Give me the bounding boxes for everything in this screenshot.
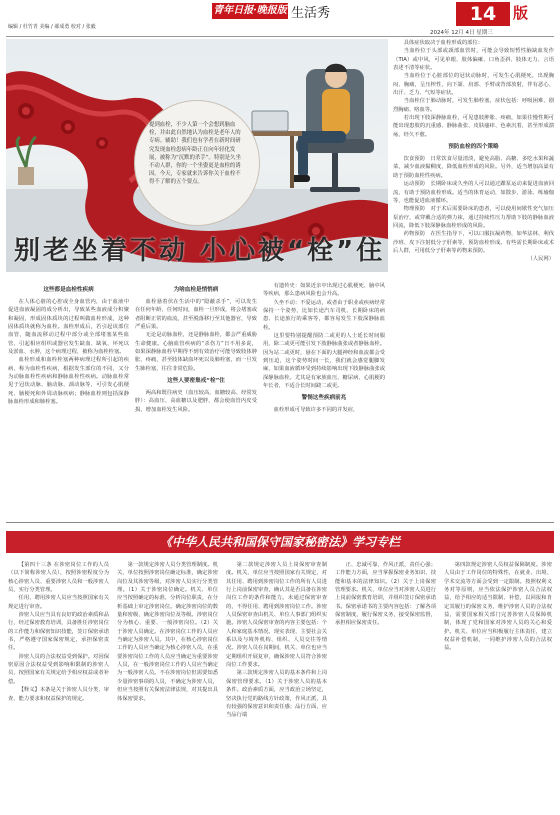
law-column-banner [6, 531, 554, 553]
right-column-paragraph: 具体症状取决于血栓形成的部位： [403, 40, 484, 46]
issue-date: 2024年 12月 4日 星期三 [430, 30, 493, 36]
article-column-1 [8, 282, 129, 512]
column-2-paragraph: 两高和既往病史（血压较高、血糖较高、经常发胖）：高血压、高血糖以及肥胖，都会使血管内皮受损，增加血栓发生风险。 [135, 390, 257, 413]
editors-line: 编辑 / 杜竹青 美编 / 郝成勇 校对 / 张毅 [8, 24, 96, 30]
masthead-rule [6, 36, 554, 37]
right-column-paragraph: 运动预防 长期卧床或久坐的人可以通过踝泵运动来促进血液回流，有助于预防血栓形成。适当的体育运动，如散步、游泳、练瑜伽等，也能促进血液循环。 [393, 181, 554, 204]
right-column-paragraph: 若出现下肢深静脉血栓，可见患肢肿胀、疼痛，如果往慢性期可能出现患肢的沉重感、静脉曲张、皮肤瘙痒、色素沉着，甚至形成溃疡，经久不愈。 [393, 115, 554, 138]
column-2-paragraph: 血栓悬着伏在生活中的“隐蔽杀手”，可以发生在任何年龄、任何时间，血栓一旦形成，将会堵塞或者阻断正常的血流，甚至脱落移行至其他器官，导致严重后果。 [135, 299, 257, 331]
column-3-subhead: 警惕这些疾病前兆 [301, 395, 347, 402]
article-column-3 [263, 282, 385, 512]
column-1-paragraph: 在人体心脏的心腔或全身血管内，由于血液中促进血液凝固的成分析出，导致某些血液成分积聚和凝固，形成固体质块的过程叫做血栓形成，这种固体质块就称为血栓。血栓形成后，若引起该部位血管，随血流移动过程中部分或全部堵塞某些血管，引起相应组织或器官发生缺血、缺氧、坏死以及淤血、水肿，这个病理过程，被称为血栓栓塞。 [8, 299, 129, 356]
article-column-right [393, 39, 554, 519]
column-2-subhead-2: 这些人要密集戒“栓”住 [167, 378, 225, 385]
law-column-1 [8, 561, 109, 806]
column-2-paragraph: 无论是动脉血栓，还是静脉血栓，都会严重威胁生命健康。心脑血管疾病的“杀伤力”日不用多说，如果深静脉血栓早期得不到有效治疗可能导致肢体肿胀、疼痛，甚至肢体缺血坏死以及肺栓塞，而一旦发生肺栓塞，往往非常危险。 [135, 332, 257, 372]
section-name: 生活秀 [291, 6, 331, 21]
law-column-5 [444, 561, 552, 806]
column-2-subhead: 为啥血栓是悄悄病 [173, 287, 219, 293]
lead-intro: 提到血栓，不少人第一个会想到脑血栓，并由此自然地认为血栓是老年人的专病。辅助！我们也有学者在新时间研究发现血栓患病年龄正在向年轻化发展，被称为“沉默的杀手”。特别是久坐不动人群，你的一个坐姿更是血栓的诱因。今天，专家就来告诉你关于血栓不得不了解的五个要点。 [134, 100, 260, 226]
law-paragraph: 任用、聘用涉密人员应当按照国家有关规定进行审查。 [8, 595, 109, 610]
article-column-2 [135, 282, 257, 512]
newspaper-logo: 青年日报·晚报版 [212, 3, 288, 19]
page-number: 14 [456, 2, 510, 26]
law-paragraph: 第一款规定涉密人员分类管理制度。机关、单位按照涉密岗位确定标准，确定涉密岗位及其涉密等级，对涉密人员实行分类管理。（1）关于涉密岗位确定。机关、单位应当按照确定的标准，分析岗位职责，在分析基础上审定涉密岗位。确定涉密岗位的数量和密级，确定涉密岗位及等级。涉密岗位分为核心、重要、一般涉密岗位。（2）关于涉密人员确定。在涉密岗位工作的人员应当确定为涉密人员。其中，在核心涉密岗位工作的人员应当确定为核心涉密人员，在重要涉密岗位工作的人员应当确定为重要涉密人员，在一般涉密岗位工作的人员应当确定为一般涉密人员。不在涉密岗位但需要知悉少量涉密事项的人员，不确定为涉密人员，但应当按照有关保密法律法规，对其提出具体保密要求。 [117, 562, 218, 702]
law-paragraph: 第四款规定涉密人员权益保障制度。涉密人员由于工作岗位的特殊性，在就业、出境、学术交流等方面会受到一定限制。按照权利义务对等原则，应当依法保护涉密人员合法权益，给予相应的适当限制、补偿，以回报和肯定其履行的保密义务，维护涉密人员的合法权益，需要国家相关部门完善涉密人员保障机制，体现了党和国家对涉密人员的关心和爱护。机关、单位应当积极履行主体责任，建立权益补偿机制，一同维护涉密人员的合法权益。 [444, 562, 552, 652]
right-column-paragraph: 当血栓位于肺动脉时，可发生肺栓塞，症状包括：呼吸困难、剧烈胸痛、咯血等。 [393, 98, 554, 113]
column-3-paragraph: 有遗传史：如果近亲中出现过心肌梗死、脑中风等疾病，那么患病风险也会升高。 [263, 283, 385, 298]
law-paragraph: 【释义】本条是关于涉密人员分类、审查、能力要求和权益保护的规定。 [8, 687, 109, 702]
right-column-paragraph: 物理预防 对于术后需要卧床的患者，可以使用间歇性充气加压泵治疗，或穿戴合适的弹力袜，通过持续性压力帮助下肢的静脉血液回流，降低下肢深静脉血栓形成的风险。 [393, 206, 554, 229]
law-column-title: 《中华人民共和国保守国家秘密法》学习专栏 [159, 535, 400, 549]
column-1-paragraph: 血栓形成和血栓栓塞两种病理过程所引起的疾病，称为血栓性疾病，根据发生部位的不同，又分为动脉血栓性疾病和静脉血栓性疾病。动脉血栓常见于冠状动脉、脑动脉、颈动脉等，可引发心肌梗死、脑梗死和外周动脉疾病；静脉血栓则包括深静脉血栓形成和肺栓塞。 [8, 357, 129, 406]
right-column-paragraph: 当血栓位于心脏部位的冠状动脉时，可发生心肌梗死，出现胸闷、胸痛，呈压榨性，向下颌、肩部、手臂或背部放射，伴有恶心、出汗、乏力、气短等症状。 [393, 73, 554, 97]
page-suffix: 版 [513, 4, 529, 22]
section-divider [6, 522, 554, 523]
law-paragraph: 涉密人员的合法权益受到保护。对因保密原因合法权益受到影响和限制的涉密人员，按照国家有关规定给予相应权益或者补偿。 [8, 653, 109, 685]
column-3-paragraph: 血栓形成可导致许多不同的并发症， [273, 407, 359, 414]
law-paragraph: 正、忠诚可靠，作风正派，责任心强；工作能力方面，应当掌握保密业务知识、技能和基本的法律知识。（2）关于上岗保密管理要求。机关、单位应当对涉密人员进行上岗前保密教育培训，并组织签订保密承诺书。保密承诺书的主要内容包括：了解各项保密制度，履行保密义务，接受保密监督，承担相应保密责任。 [335, 562, 436, 627]
right-column-paragraph: 饮食预防 日常饮食尽量清淡，避免高脂、高糖、多吃水果和蔬菜，减少血液黏稠度，降低血栓形成的风险。另外，适当增加高粱有助于预防血栓性疾病。 [393, 156, 554, 179]
law-paragraph: 第二款规定涉密人员上岗保密审查制度。机关、单位应当按照国家有关规定，对其任用、聘用到涉密岗位工作的所有人员进行上岗前保密审查，确认其是否具备在涉密岗位工作的条件和能力。未通过保密审查的，不得任用、聘用到涉密岗位工作。涉密人员保密审查由机关、单位人事部门组织实施。涉密人员保密审查的内容主要包括：个人和家庭基本情况、现实表现、主要社会关系以及与境外机构、组织、人员交往等情况。涉密人员在岗期间，机关、单位也应当定期组织开展复审，确保涉密人员符合涉密岗位工作要求。 [226, 562, 327, 669]
law-paragraph: 第三款规定涉密人员的基本条件和上岗保密管理要求。（1）关于涉密人员的基本条件。政治素质方面，应当政治立场坚定，坚决执行党的路线方针政策，作风正派，具有较强的保密意识和责任感；品行方面，应当品行端 [226, 670, 327, 719]
law-column-2 [117, 561, 218, 806]
right-column-subhead: 预防血栓的四个策略 [448, 144, 499, 151]
law-paragraph: 【第四十三条 在涉密岗位工作的人员（以下简称涉密人员），按照涉密程度分为核心涉密人员、重要涉密人员和一般涉密人员，实行分类管理。 [8, 562, 109, 594]
column-3-paragraph: 这里要特别提醒预防二或更的人士延长时间服用，除二或更可能引发下肢静脉曲张或者静脉血栓。因为站二或更时，悬在下面的大腿神经和血流都会受到压迫，这个姿势时间一长，我们就会感觉腿脚发麻，如果血液循环受到持续影响出现下肢静脉曲张或深静脉血栓。尤其是有家族血压、糖尿病、心肌梗的年长者，不适合长时间跷二或更。 [263, 333, 385, 390]
masthead [0, 0, 560, 38]
column-3-paragraph: 久坐不动：不爱运动，或者由于职业或疾病经常保持一个姿势，比如长途汽车司机、长期卧床的病患、长途旅行的乘客等，都容易发生下肢深静脉血栓。 [263, 299, 385, 331]
law-column-4 [335, 561, 436, 806]
main-headline: 别老坐着不动 小心被“栓”住 [14, 236, 386, 266]
law-column-3 [226, 561, 327, 806]
law-paragraph: 涉密人员应当具有良好的政治素质和品行，经过保密教育培训，具备胜任涉密岗位的工作能力和保密知识技能，签订保密承诺书，严格遵守国家保密规定，承担保密责任。 [8, 612, 109, 652]
column-1-subhead: 这些都是血栓性疾病 [43, 287, 94, 293]
right-column-paragraph: 药物预防 在医生指导下，可以口服抗凝药物，如华法林、利伐沙班、皮下注射低分子肝素等，预防血栓形成。有些需长期卧床或术后人群，可用低分子肝素等药物来预防。 [393, 231, 554, 254]
right-column-paragraph: 当血栓位于头部或颈部血管时，可能会导致短暂性脑缺血发作（TIA）或中风，可见单眼、肢体偏瘫、口角歪斜、肢体无力、言语表述不清等症状。 [393, 48, 554, 72]
article-source: （人民网） [527, 256, 554, 263]
